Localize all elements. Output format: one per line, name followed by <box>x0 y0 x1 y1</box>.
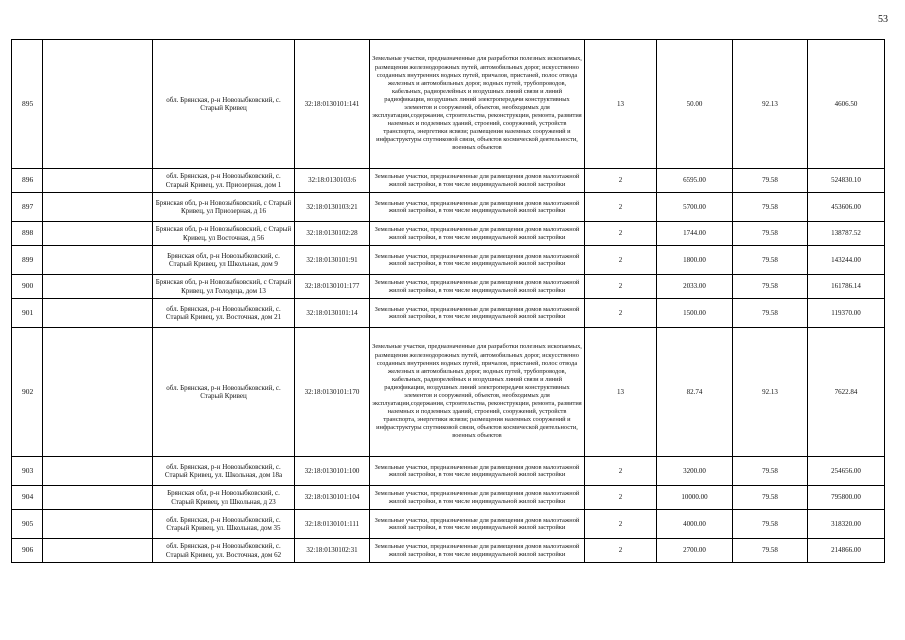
cadastral-number-cell: 32:18:0130101:177 <box>295 275 370 299</box>
area-cell: 50.00 <box>657 40 733 169</box>
rate-cell: 79.58 <box>733 275 808 299</box>
table-row <box>12 275 885 299</box>
cadastral-number-cell: 32:18:0130101:104 <box>295 486 370 510</box>
permitted-use-cell: Земельные участки, предназначенные для размещения домов малоэтажной жилой застройки, в том числе индивидуальной жилой застройки <box>370 486 585 510</box>
group-cell: 2 <box>585 457 657 486</box>
group-cell: 2 <box>585 299 657 328</box>
row-number: 900 <box>12 275 43 299</box>
group-cell: 2 <box>585 222 657 246</box>
cadastral-number-cell: 32:18:0130103:6 <box>295 169 370 193</box>
permitted-use-cell: Земельные участки, предназначенные для разработки полезных ископаемых, размещения железнодорожных путей, автомобильных дорог, искусственно созданных внутренних водных путей, причалов, пристаней, полос отвода железных и автомобильных дорог, водных путей, трубопроводов, кабельных, радиорелейных и воздушных линий связи и линий радиофикации, воздушных линий электропередачи конструктивных элементов и сооружений, объектов, необходимых для эксплуатации,содержания, строительства, реконструкции, ремонта, развития наземных и подземных зданий, строений, сооружений, устройств транспорта, энергетики ясвязи; размещения наземных сооружений и инфраструктуры спутниковой связи, объектов космической деятельности, военных объектов <box>370 328 585 457</box>
cadastral-value-cell: 119370.00 <box>808 299 885 328</box>
area-cell: 10000.00 <box>657 486 733 510</box>
cadastral-number-cell: 32:18:0130102:28 <box>295 222 370 246</box>
address-cell: Брянская обл, р-н Новозыбковский, с Старый Кривец, ул Приозерная, д 16 <box>153 193 295 222</box>
rate-cell: 79.58 <box>733 539 808 563</box>
empty-cell <box>43 299 153 328</box>
group-cell: 2 <box>585 539 657 563</box>
table-row <box>12 457 885 486</box>
permitted-use-cell: Земельные участки, предназначенные для размещения домов малоэтажной жилой застройки, в том числе индивидуальной жилой застройки <box>370 169 585 193</box>
permitted-use-cell: Земельные участки, предназначенные для размещения домов малоэтажной жилой застройки, в том числе индивидуальной жилой застройки <box>370 275 585 299</box>
group-cell: 2 <box>585 169 657 193</box>
group-cell: 13 <box>585 40 657 169</box>
area-cell: 5700.00 <box>657 193 733 222</box>
cadastral-number-cell: 32:18:0130102:31 <box>295 539 370 563</box>
area-cell: 6595.00 <box>657 169 733 193</box>
empty-cell <box>43 169 153 193</box>
table-row <box>12 299 885 328</box>
empty-cell <box>43 328 153 457</box>
table-row <box>12 328 885 457</box>
empty-cell <box>43 275 153 299</box>
permitted-use-cell: Земельные участки, предназначенные для размещения домов малоэтажной жилой застройки, в том числе индивидуальной жилой застройки <box>370 539 585 563</box>
cadastral-value-cell: 254656.00 <box>808 457 885 486</box>
permitted-use-cell: Земельные участки, предназначенные для размещения домов малоэтажной жилой застройки, в том числе индивидуальной жилой застройки <box>370 299 585 328</box>
table-row <box>12 40 885 169</box>
empty-cell <box>43 510 153 539</box>
row-number: 899 <box>12 246 43 275</box>
permitted-use-cell: Земельные участки, предназначенные для размещения домов малоэтажной жилой застройки, в том числе индивидуальной жилой застройки <box>370 222 585 246</box>
row-number: 901 <box>12 299 43 328</box>
cadastral-value-cell: 143244.00 <box>808 246 885 275</box>
address-cell: обл. Брянская, р-н Новозыбковский, с. Старый Кривец, ул. Восточная, дом 21 <box>153 299 295 328</box>
land-parcels-table <box>11 39 885 563</box>
table-row <box>12 246 885 275</box>
empty-cell <box>43 193 153 222</box>
rate-cell: 79.58 <box>733 486 808 510</box>
cadastral-value-cell: 161786.14 <box>808 275 885 299</box>
row-number: 903 <box>12 457 43 486</box>
address-cell: обл. Брянская, р-н Новозыбковский, с. Старый Кривец, ул. Школьная, дом 18а <box>153 457 295 486</box>
cadastral-number-cell: 32:18:0130101:14 <box>295 299 370 328</box>
cadastral-value-cell: 524830.10 <box>808 169 885 193</box>
permitted-use-cell: Земельные участки, предназначенные для размещения домов малоэтажной жилой застройки, в том числе индивидуальной жилой застройки <box>370 510 585 539</box>
table-row <box>12 539 885 563</box>
area-cell: 1744.00 <box>657 222 733 246</box>
rate-cell: 79.58 <box>733 246 808 275</box>
page-number: 53 <box>878 14 888 25</box>
table-row <box>12 169 885 193</box>
row-number: 895 <box>12 40 43 169</box>
address-cell: обл. Брянская, р-н Новозыбковский, с. Старый Кривец <box>153 40 295 169</box>
empty-cell <box>43 246 153 275</box>
cadastral-number-cell: 32:18:0130101:100 <box>295 457 370 486</box>
row-number: 896 <box>12 169 43 193</box>
cadastral-value-cell: 214866.00 <box>808 539 885 563</box>
table-row <box>12 193 885 222</box>
address-cell: Брянская обл, р-н Новозыбковский, с. Старый Кривец, ул Школьная, д 23 <box>153 486 295 510</box>
area-cell: 1500.00 <box>657 299 733 328</box>
table-row <box>12 222 885 246</box>
rate-cell: 79.58 <box>733 193 808 222</box>
cadastral-number-cell: 32:18:0130101:170 <box>295 328 370 457</box>
table-row <box>12 486 885 510</box>
empty-cell <box>43 539 153 563</box>
permitted-use-cell: Земельные участки, предназначенные для размещения домов малоэтажной жилой застройки, в том числе индивидуальной жилой застройки <box>370 246 585 275</box>
permitted-use-cell: Земельные участки, предназначенные для размещения домов малоэтажной жилой застройки, в том числе индивидуальной жилой застройки <box>370 193 585 222</box>
empty-cell <box>43 222 153 246</box>
row-number: 906 <box>12 539 43 563</box>
group-cell: 2 <box>585 486 657 510</box>
area-cell: 3200.00 <box>657 457 733 486</box>
row-number: 902 <box>12 328 43 457</box>
cadastral-number-cell: 32:18:0130101:111 <box>295 510 370 539</box>
address-cell: Брянская обл, р-н Новозыбковский, с Старый Кривец, ул Восточная, д 56 <box>153 222 295 246</box>
rate-cell: 79.58 <box>733 299 808 328</box>
cadastral-number-cell: 32:18:0130101:91 <box>295 246 370 275</box>
rate-cell: 79.58 <box>733 457 808 486</box>
address-cell: обл. Брянская, р-н Новозыбковский, с. Старый Кривец, ул. Восточная, дом 62 <box>153 539 295 563</box>
group-cell: 2 <box>585 510 657 539</box>
rate-cell: 92.13 <box>733 40 808 169</box>
group-cell: 2 <box>585 193 657 222</box>
cadastral-value-cell: 4606.50 <box>808 40 885 169</box>
address-cell: обл. Брянская, р-н Новозыбковский, с. Старый Кривец <box>153 328 295 457</box>
table-row <box>12 510 885 539</box>
row-number: 897 <box>12 193 43 222</box>
cadastral-number-cell: 32:18:0130101:141 <box>295 40 370 169</box>
area-cell: 4000.00 <box>657 510 733 539</box>
area-cell: 2700.00 <box>657 539 733 563</box>
empty-cell <box>43 486 153 510</box>
rate-cell: 79.58 <box>733 510 808 539</box>
address-cell: Брянская обл, р-н Новозыбковский, с Старый Кривец, ул Голодеца, дом 13 <box>153 275 295 299</box>
cadastral-value-cell: 138787.52 <box>808 222 885 246</box>
row-number: 905 <box>12 510 43 539</box>
rate-cell: 79.58 <box>733 169 808 193</box>
cadastral-value-cell: 453606.00 <box>808 193 885 222</box>
empty-cell <box>43 457 153 486</box>
cadastral-value-cell: 318320.00 <box>808 510 885 539</box>
address-cell: Брянская обл, р-н Новозыбковский, с. Старый Кривец, ул Школьная, дом 9 <box>153 246 295 275</box>
cadastral-number-cell: 32:18:0130103:21 <box>295 193 370 222</box>
rate-cell: 79.58 <box>733 222 808 246</box>
cadastral-value-cell: 795800.00 <box>808 486 885 510</box>
group-cell: 2 <box>585 246 657 275</box>
row-number: 904 <box>12 486 43 510</box>
group-cell: 2 <box>585 275 657 299</box>
address-cell: обл. Брянская, р-н Новозыбковский, с. Старый Кривец, ул. Приозерная, дом 1 <box>153 169 295 193</box>
cadastral-value-cell: 7622.84 <box>808 328 885 457</box>
empty-cell <box>43 40 153 169</box>
row-number: 898 <box>12 222 43 246</box>
group-cell: 13 <box>585 328 657 457</box>
area-cell: 2033.00 <box>657 275 733 299</box>
area-cell: 82.74 <box>657 328 733 457</box>
rate-cell: 92.13 <box>733 328 808 457</box>
address-cell: обл. Брянская, р-н Новозыбковский, с. Старый Кривец, ул. Школьная, дом 35 <box>153 510 295 539</box>
permitted-use-cell: Земельные участки, предназначенные для разработки полезных ископаемых, размещения железнодорожных путей, автомобильных дорог, искусственно созданных внутренних водных путей, причалов, пристаней, полос отвода железных и автомобильных дорог, водных путей, трубопроводов, кабельных, радиорелейных и воздушных линий связи и линий радиофикации, воздушных линий электропередачи конструктивных элементов и сооружений, объектов, необходимых для эксплуатации,содержания, строительства, реконструкции, ремонта, развития наземных и подземных зданий, строений, сооружений, устройств транспорта, энергетики ясвязи; размещения наземных сооружений и инфраструктуры спутниковой связи, объектов космической деятельности, военных объектов <box>370 40 585 169</box>
area-cell: 1800.00 <box>657 246 733 275</box>
permitted-use-cell: Земельные участки, предназначенные для размещения домов малоэтажной жилой застройки, в том числе индивидуальной жилой застройки <box>370 457 585 486</box>
